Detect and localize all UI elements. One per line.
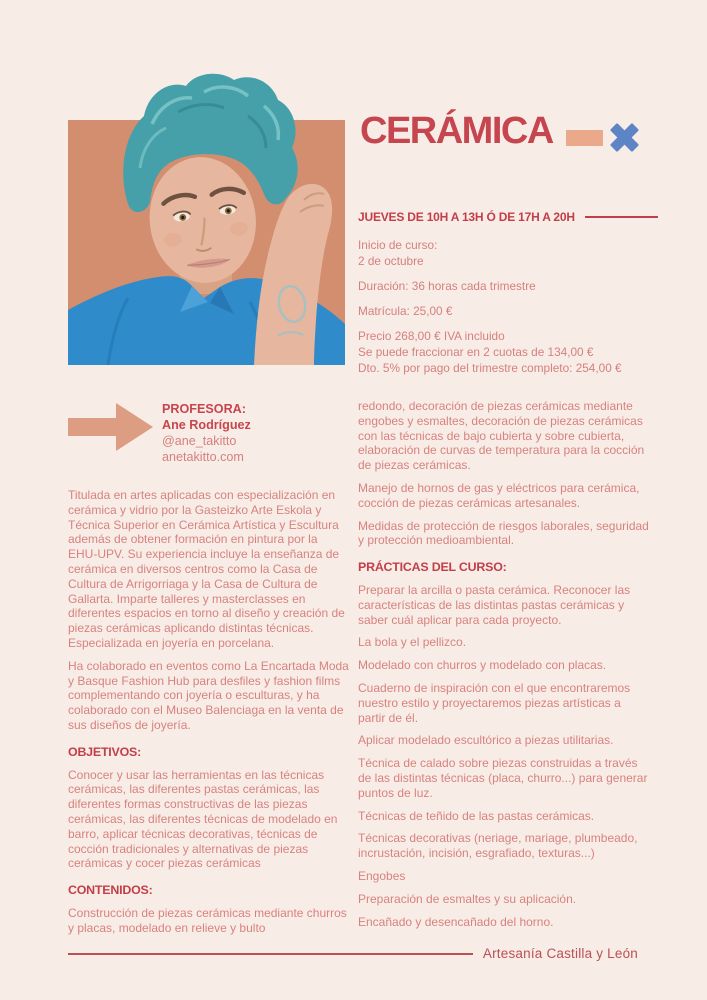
contenidos-continued-paragraph: Medidas de protección de riesgos laborales, seguridad y protección medioambiental. bbox=[358, 518, 649, 548]
schedule-heading-line bbox=[585, 216, 658, 218]
course-installments: Se puede fraccionar en 2 cuotas de 134,00 € bbox=[358, 345, 594, 359]
course-start-date: 2 de octubre bbox=[358, 254, 424, 268]
professor-name: Ane Rodríguez bbox=[162, 418, 251, 432]
practicas-item: Técnicas de teñido de las pastas cerámicas. bbox=[358, 808, 595, 823]
practicas-heading: PRÁCTICAS DEL CURSO: bbox=[358, 560, 507, 575]
practicas-item: Preparar la arcilla o pasta cerámica. Reconocer las características de las distintas pastas cerámicas y saber cuál aplicar para cada proyecto. bbox=[358, 582, 631, 627]
arrow-right-icon bbox=[68, 402, 154, 452]
footer-line bbox=[68, 953, 473, 955]
professor-instagram-handle: @ane_takitto bbox=[162, 434, 237, 448]
practicas-item: Modelado con churros y modelado con placas. bbox=[358, 658, 607, 673]
footer bbox=[68, 946, 638, 961]
page-title: CERÁMICA bbox=[360, 110, 553, 152]
bio-paragraph: Titulada en artes aplicadas con especialización en cerámica y vidrio por la Gasteizko Arte Eskola y Técnica Superior en Cerámica Artística y Escultura además de obtener formación en pintura por la EHU-UPV. Su experiencia incluye la enseñanza de cerámica en diversos centros como la Casa de Cultura de Arrigorriaga y la Casa de Cultura de Gallarta. Imparte talleres y masterclasses en diferentes espacios en torno al diseño y creación de piezas cerámicas aplicando distintas técnicas. Especializada en joyería en porcelana. bbox=[68, 488, 345, 650]
practicas-item: La bola y el pellizco. bbox=[358, 635, 467, 650]
right-column bbox=[358, 399, 649, 937]
x-icon bbox=[608, 121, 641, 154]
contenidos-body: Construcción de piezas cerámicas mediante churros y placas, modelado en relieve y bulto bbox=[68, 905, 347, 935]
bio-paragraph: Ha colaborado en eventos como La Encartada Moda y Basque Fashion Hub para desfiles y fashion films complementando con joyería o esculturas, y ha colaborado con el Museo Balenciaga en la venta de sus diseños de joyería. bbox=[68, 658, 349, 732]
course-discount: Dto. 5% por pago del trimestre completo: 254,00 € bbox=[358, 361, 622, 375]
course-duration: Duración: 36 horas cada trimestre bbox=[358, 279, 536, 293]
professor-label: PROFESORA: bbox=[162, 402, 246, 416]
course-enrollment-fee: Matrícula: 25,00 € bbox=[358, 304, 453, 318]
left-column bbox=[68, 488, 350, 944]
practicas-item: Preparación de esmaltes y su aplicación. bbox=[358, 891, 577, 906]
footer-brand-text: Artesanía Castilla y León bbox=[482, 946, 638, 961]
contenidos-continued-paragraph: Manejo de hornos de gas y eléctricos para cerámica, cocción de piezas cerámicas artesanales. bbox=[358, 480, 640, 510]
practicas-item: Aplicar modelado escultórico a piezas utilitarias. bbox=[358, 733, 614, 748]
practicas-item: Técnica de calado sobre piezas construidas a través de las distintas técnicas (placa, churro...) para generar puntos de luz. bbox=[358, 756, 648, 800]
professor-website: anetakitto.com bbox=[162, 450, 244, 464]
contenidos-continued-paragraph: redondo, decoración de piezas cerámicas mediante engobes y esmaltes, decoración de piezas cerámicas con las técnicas de bajo cubierta y sobre cubierta, elaboración de curvas de temperatura para la cocción de piezas cerámicas. bbox=[358, 399, 645, 473]
contenidos-heading: CONTENIDOS: bbox=[68, 883, 153, 898]
schedule-section bbox=[358, 210, 658, 385]
practicas-item: Encañado y desencañado del horno. bbox=[358, 914, 554, 929]
objetivos-body: Conocer y usar las herramientas en las técnicas cerámicas, las diferentes pastas cerámicas, las diferentes formas constructivas de las piezas cerámicas, las diferentes técnicas de modelado en barro, aplicar técnicas decorativas, técnicas de cocción tradicionales y alternativas de piezas cerámicas y cocer piezas cerámicas bbox=[68, 767, 338, 871]
schedule-heading: JUEVES DE 10H A 13H Ó DE 17H A 20H bbox=[358, 210, 575, 224]
course-price: Precio 268,00 € IVA incluido bbox=[358, 329, 505, 343]
objetivos-heading: OBJETIVOS: bbox=[68, 744, 142, 759]
practicas-item: Cuaderno de inspiración con el que encontraremos nuestro estilo y proyectaremos piezas artísticas a partir de él. bbox=[358, 680, 631, 725]
practicas-item: Técnicas decorativas (neriage, mariage, plumbeado, incrustación, incisión, esgrafiado, texturas...) bbox=[358, 831, 638, 861]
practicas-item: Engobes bbox=[358, 868, 406, 883]
professor-block bbox=[162, 401, 251, 465]
dash-icon bbox=[566, 130, 603, 146]
course-start-label: Inicio de curso: bbox=[358, 238, 438, 252]
portrait-photo bbox=[68, 72, 345, 365]
